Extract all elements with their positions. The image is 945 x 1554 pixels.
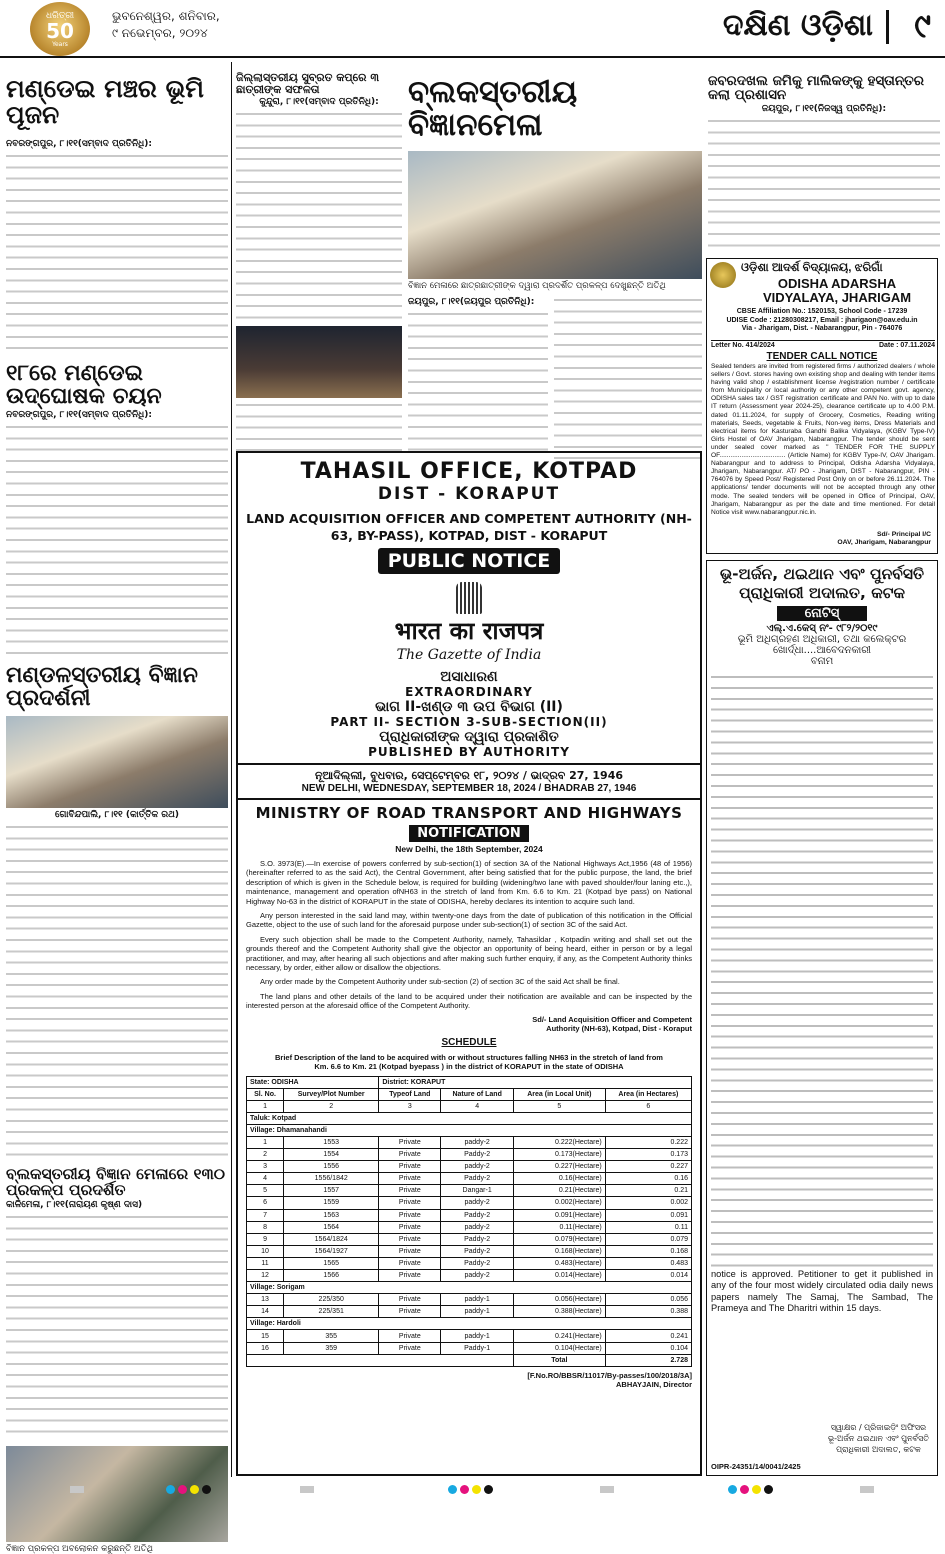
table-cell: 1557	[284, 1185, 379, 1197]
table-cell: 1565	[284, 1257, 379, 1269]
table-cell: 0.222(Hectare)	[513, 1136, 605, 1148]
table-cell: 0.104	[605, 1342, 691, 1354]
table-cell: Private	[379, 1257, 441, 1269]
table-cell: 0.241(Hectare)	[513, 1330, 605, 1342]
table-cell: 10	[247, 1245, 284, 1257]
notification-date: New Delhi, the 18th September, 2024	[395, 844, 543, 854]
table-row	[247, 1270, 692, 1282]
table-cell: 5	[247, 1185, 284, 1197]
story-body	[6, 151, 228, 356]
table-cell: 15	[247, 1330, 284, 1342]
case-number: ଏଲ୍.ଏ.କେସ୍ ନଂ- ୯୮୨/୨୦୧୯	[766, 623, 878, 634]
letter-info: Letter No. 414/2024 Date : 07.11.2024	[711, 342, 935, 349]
table-cell: 1	[247, 1100, 284, 1112]
table-cell: Private	[379, 1185, 441, 1197]
court-notice-body	[707, 672, 937, 1267]
table-cell: 4	[247, 1173, 284, 1185]
petitioner: ଭୂମି ଅଧିଗ୍ରହଣ ଅଧିକାରୀ, ତଥା କଲେକ୍ଟର ଖୋର୍ଦ୍ଧା....ଆବେଦନକାରୀ	[737, 633, 907, 656]
notice-reference: [F.No.RO/BBSR/11017/By-passes/100/2018/3A] ABHAYJAIN, Director	[527, 1370, 692, 1389]
story-dateline: ଜୟପୁର, ୮।୧୧(ଜୟପୁର ପ୍ରତିନିଧି):	[408, 297, 535, 308]
table-cell: 0.091	[605, 1209, 691, 1221]
court-title: ଭୂ-ଅର୍ଜନ, ଥଇଥାନ ଏବଂ ପୁନର୍ବସତି ପ୍ରାଧିକାରୀ ଅଦାଲତ, କଟକ	[719, 565, 925, 602]
column-header: Typeof Land	[379, 1088, 441, 1100]
table-cell: paddy-1	[441, 1306, 514, 1318]
table-row	[247, 1330, 692, 1342]
table-cell: 0.11	[605, 1221, 691, 1233]
story-photo	[6, 716, 228, 808]
story-body	[408, 309, 548, 459]
black-mark	[484, 1485, 493, 1494]
cmyk-marks	[166, 1485, 211, 1494]
story-photo	[408, 151, 702, 279]
story-body	[6, 822, 228, 1160]
registration-bar	[860, 1486, 874, 1493]
table-cell: 16	[247, 1342, 284, 1354]
table-cell	[247, 1354, 514, 1366]
part-odia: ଭାଗ II-ଖଣ୍ଡ ୩ ଉପ ବିଭାଗ (II)	[375, 699, 563, 715]
village-row	[247, 1318, 692, 1330]
cyan-mark	[728, 1485, 737, 1494]
story-photo	[236, 326, 402, 398]
ministry-title: MINISTRY OF ROAD TRANSPORT AND HIGHWAYS	[255, 804, 683, 822]
story-column	[408, 295, 548, 461]
table-cell: 0.014	[605, 1270, 691, 1282]
table-row	[247, 1209, 692, 1221]
cmyk-marks	[728, 1485, 773, 1494]
table-cell: 0.241	[605, 1330, 691, 1342]
table-cell: paddy-1	[441, 1330, 514, 1342]
taluk-row	[247, 1112, 692, 1124]
yellow-mark	[472, 1485, 481, 1494]
notice-title: TAHASIL OFFICE, KOTPAD	[300, 459, 638, 484]
table-cell: Private	[379, 1173, 441, 1185]
table-cell: 1563	[284, 1209, 379, 1221]
table-cell: Paddy-2	[441, 1149, 514, 1161]
oipr-code: OIPR-24351/14/0041/2425	[711, 1462, 801, 1471]
table-cell: 0.091(Hectare)	[513, 1209, 605, 1221]
header-divider	[886, 10, 889, 44]
table-cell: 14	[247, 1306, 284, 1318]
gazette-date-odia: ନୂଆଦିଲ୍ଲୀ, ବୁଧବାର, ସେପ୍ଟେମ୍ବର ୧୮, ୨୦୨୪ / ଭାଦ୍ରବ 27, 1946	[314, 769, 624, 782]
part-english: PART II- SECTION 3-SUB-SECTION(II)	[330, 715, 608, 729]
column-header: Area (in Local Unit)	[513, 1088, 605, 1100]
table-cell: Private	[379, 1294, 441, 1306]
table-cell: 1564	[284, 1221, 379, 1233]
notice-paragraph: Every such objection shall be made to the Competent Authority, namely, Tahasildar , Kotpadin writing and shall set out the grounds thereof and the Competent Authority shall give the objector an opportunity of being heard, either in person or by a legal practitioner, and may, after hearing all such objections and after making such further enquiry, if any, as the Competent Authority thinks necessary, by order, either allow or disallow the objections.	[246, 934, 692, 973]
story-body	[6, 422, 228, 658]
versus-label: ବନାମ	[810, 655, 834, 667]
table-cell: 9	[247, 1233, 284, 1245]
extraordinary-odia: ଅସାଧାରଣ	[440, 669, 498, 685]
table-cell: 0.168	[605, 1245, 691, 1257]
table-row	[247, 1257, 692, 1269]
gazette-date-english: NEW DELHI, WEDNESDAY, SEPTEMBER 18, 2024 / BHADRAB 27, 1946	[301, 783, 637, 794]
cyan-mark	[166, 1485, 175, 1494]
table-cell: 7	[247, 1209, 284, 1221]
story-dateline: କୁନ୍ଦୁରା, ୮।୧୧(ସମ୍ବାଦ ପ୍ରତିନିଧି):	[259, 97, 379, 108]
table-cell: 1564/1927	[284, 1245, 379, 1257]
table-cell: Paddy-2	[441, 1209, 514, 1221]
table-cell: 225/351	[284, 1306, 379, 1318]
table-cell: 4	[441, 1100, 514, 1112]
story-dateline: ଗୋବିନ୍ଦପାଲି, ୮।୧୧ (କାର୍ତ୍ତିକ ରଥ)	[55, 809, 179, 820]
school-affiliation: CBSE Affiliation No.: 1520153, School Code - 17239 UDISE Code : 21280308217, Email : jharigaon@oav.edu.in Via - Jharigam, Dist. - Nabarangpur, Pin - 764076	[726, 308, 918, 332]
table-row	[247, 1221, 692, 1233]
column-header: Sl. No.	[247, 1088, 284, 1100]
total-row	[247, 1354, 692, 1366]
table-cell: 0.227(Hectare)	[513, 1161, 605, 1173]
school-name-english: ODISHA ADARSHA VIDYALAYA, JHARIGAM	[762, 276, 912, 305]
table-cell: Private	[379, 1197, 441, 1209]
table-cell: 6	[247, 1197, 284, 1209]
table-cell: 0.104(Hectare)	[513, 1342, 605, 1354]
table-cell: 5	[513, 1100, 605, 1112]
table-row	[247, 1294, 692, 1306]
table-row	[247, 1245, 692, 1257]
table-cell: paddy-2	[441, 1136, 514, 1148]
section-title: ଦକ୍ଷିଣ ଓଡ଼ିଶା	[722, 8, 873, 43]
table-cell: 0.227	[605, 1161, 691, 1173]
notice-paragraph: Any person interested in the said land may, within twenty-one days from the date of publication of this notification in the Official Gazette, object to the use of such land for the aforesaid purpose under sub-section(1) of section 3C of the said Act.	[246, 911, 692, 930]
table-cell: Paddy-2	[441, 1257, 514, 1269]
table-cell: 0.21	[605, 1185, 691, 1197]
gazette-title-english: The Gazette of India	[396, 647, 542, 663]
schedule-description: Brief Description of the land to be acquired with or without structures falling NH63 in the stretch of land from Km. 6.6 to Km. 21 (Kotpad byepass ) in the district of KORAPUT in the state of ODISHA	[275, 1052, 663, 1072]
column-header: Area (in Hectares)	[605, 1088, 691, 1100]
cmyk-marks	[448, 1485, 493, 1494]
table-cell: Paddy-2	[441, 1173, 514, 1185]
schedule-table	[246, 1076, 692, 1367]
court-signature: ସ୍ୱାକ୍ଷର / ପ୍ରିଜାଇଡ଼ିଂ ଅଫିସର ଭୂ-ଅର୍ଜନ ଥଇଥାନ ଏବଂ ପୁନର୍ବସତି ପ୍ରାଧିକାରୀ ଅଦାଲତ, କଟକ	[827, 1423, 929, 1454]
cyan-mark	[448, 1485, 457, 1494]
story-headline: ବ୍ଲକସ୍ତରୀୟ ବିଜ୍ଞାନମେଳା	[408, 74, 578, 143]
table-cell: Private	[379, 1330, 441, 1342]
table-cell: 0.002	[605, 1197, 691, 1209]
print-registration-strip	[0, 1482, 945, 1497]
table-cell: 2	[247, 1149, 284, 1161]
table-cell: 1556/1842	[284, 1173, 379, 1185]
table-cell: paddy-2	[441, 1270, 514, 1282]
extraordinary-english: EXTRAORDINARY	[405, 685, 533, 699]
table-cell: 0.16	[605, 1173, 691, 1185]
divider	[238, 798, 700, 800]
table-cell: Village: Hardoli	[247, 1318, 692, 1330]
village-row	[247, 1124, 692, 1136]
black-mark	[202, 1485, 211, 1494]
table-cell: 0.11(Hectare)	[513, 1221, 605, 1233]
table-cell: 0.483(Hectare)	[513, 1257, 605, 1269]
story-body	[236, 109, 402, 324]
table-cell: paddy-2	[441, 1221, 514, 1233]
left-column	[6, 62, 228, 1554]
story-dateline: କାଳିମେଳା, ୮।୧୧(ନାରାୟଣ କୃଷ୍ଣ ଦାସ)	[6, 1200, 143, 1211]
table-cell: 1554	[284, 1149, 379, 1161]
column-header: Survey/Plot Number	[284, 1088, 379, 1100]
table-cell: 2	[284, 1100, 379, 1112]
photo-caption: ବିଜ୍ଞାନ ମେଳାରେ ଛାତ୍ରଛାତ୍ରୀଙ୍କ ଦ୍ୱାରା ପ୍ରଦର୍ଶିତ ପ୍ରକଳ୍ପ ଦେଖୁଛନ୍ତି ଅତିଥି	[408, 281, 666, 292]
table-cell: 0.056	[605, 1294, 691, 1306]
school-logo-icon	[710, 262, 736, 288]
table-header-row	[247, 1088, 692, 1100]
table-cell: 13	[247, 1294, 284, 1306]
table-cell: Private	[379, 1161, 441, 1173]
column-header: Nature of Land	[441, 1088, 514, 1100]
table-cell: 0.056(Hectare)	[513, 1294, 605, 1306]
table-cell: 1	[247, 1136, 284, 1148]
registration-bar	[70, 1486, 84, 1493]
story-body	[708, 116, 940, 252]
table-cell: Dangar-1	[441, 1185, 514, 1197]
tahasil-public-notice	[236, 451, 702, 1476]
notice-paragraph: The land plans and other details of the land to be acquired under their notification are available and can be inspected by the interested person at the aforesaid office of the Competent Authority.	[246, 991, 692, 1011]
table-cell: 0.16(Hectare)	[513, 1173, 605, 1185]
table-row	[247, 1076, 692, 1088]
table-cell: 0.002(Hectare)	[513, 1197, 605, 1209]
table-cell: Private	[379, 1149, 441, 1161]
table-cell: 0.173	[605, 1149, 691, 1161]
table-cell: 3	[379, 1100, 441, 1112]
table-cell: Private	[379, 1306, 441, 1318]
table-cell: Private	[379, 1209, 441, 1221]
table-cell: Village: Sorigam	[247, 1282, 692, 1294]
registration-bar	[600, 1486, 614, 1493]
table-cell: Private	[379, 1342, 441, 1354]
table-cell: 0.483	[605, 1257, 691, 1269]
table-cell: 0.388(Hectare)	[513, 1306, 605, 1318]
table-cell: 3	[247, 1161, 284, 1173]
edition-date: ଭୁବନେଶ୍ୱର, ଶନିବାର, ୯ ନଭେମ୍ବର, ୨୦୨୪	[112, 9, 220, 40]
center-right-story	[408, 62, 702, 447]
masthead	[0, 0, 945, 58]
table-cell: 0.222	[605, 1136, 691, 1148]
tender-heading: TENDER CALL NOTICE	[766, 351, 878, 362]
column-rule	[231, 62, 232, 1477]
magenta-mark	[740, 1485, 749, 1494]
yellow-mark	[190, 1485, 199, 1494]
table-cell: Total	[513, 1354, 605, 1366]
table-cell: 225/350	[284, 1294, 379, 1306]
table-cell: Private	[379, 1233, 441, 1245]
table-cell: 1559	[284, 1197, 379, 1209]
table-cell: 0.079	[605, 1233, 691, 1245]
notice-badge: ନୋଟିସ୍	[777, 606, 867, 621]
tender-body: Sealed tenders are invited from registered firms / authorized dealers / whole sellers / Govt. stores having own existing shop and dealing with tender items having valid shop / establishment license /registration number / certificate from Municipality or local authority or any other competent govt. agency, ODISHA sales tax / GST registration certificate and PAN No. with up to date IT return (Assessment year 2024-25), clearance certificate up to 4.00 P.M. dated 01.11.2024, for supply of Grocery, Cosmetics, Reading writing materials, Seeds, vegetable & Fruits, Non-veg items, Dress Materials and electrical items for Kasturaba Gandhi Balika Vidyalaya, (KGBV Type-IV) Girls Hostel of OAV Jharigam, Nabarangpur. The tender should be sent under sealed cover marked as " TENDER FOR THE SUPPLY OF.................................... (Article Name) for KGBV Type-IV, OAV Jharigam. Nabarangpur and to address to Principal, Odisha Adarsha Vidyalaya, Jharigam, Nabarangpur. AT/ PO - Jharigam, DIST - Nabarangpur, PIN - 764076 by Speed Post/ Registered Post Only on or before 26.11.2024. The applications/ tender documents will not be accepted through any other mode. The sealed tenders will be opened in Office of Principal, OAV, Jharigam, Nabarangpur as per the date and time mentioned. For detail Notice visit www.nabarangpur.nic.in.	[711, 363, 935, 516]
table-row	[247, 1306, 692, 1318]
table-row	[247, 1233, 692, 1245]
notice-district: DIST - KORAPUT	[377, 484, 561, 504]
dharitri-50-years-logo: ଧରିତ୍ରୀ 50 Years	[30, 2, 90, 56]
black-mark	[764, 1485, 773, 1494]
national-emblem-icon	[456, 582, 482, 614]
right-top-story	[708, 62, 940, 252]
story-dateline: ନବରଙ୍ଗପୁର, ୮।୧୧(ସମ୍ବାଦ ପ୍ରତିନିଧି):	[6, 138, 152, 149]
tender-signature: Sd/- Principal I/C OAV, Jharigam, Nabarangpur	[837, 531, 931, 547]
registration-bar	[300, 1486, 314, 1493]
table-cell: 1564/1824	[284, 1233, 379, 1245]
table-cell: paddy-2	[441, 1161, 514, 1173]
story-headline: ୧୮ରେ ମଣ୍ଡେଇ ଉଦ୍‌ଘୋଷକ ଚୟନ	[6, 360, 162, 409]
table-row	[247, 1136, 692, 1148]
story-body	[6, 1212, 228, 1442]
story-headline: ମଣ୍ଡଳସ୍ତରୀୟ ବିଜ୍ଞାନ ପ୍ରଦର୍ଶନୀ	[6, 662, 198, 711]
divider	[238, 763, 700, 765]
table-cell: 359	[284, 1342, 379, 1354]
table-row	[247, 1342, 692, 1354]
table-cell: Taluk: Kotpad	[247, 1112, 692, 1124]
table-row	[247, 1161, 692, 1173]
notice-paragraph: Any order made by the Competent Authority under sub-section (2) of section 3C of the said Act shall be final.	[260, 977, 620, 987]
table-cell: Private	[379, 1136, 441, 1148]
table-row	[247, 1185, 692, 1197]
table-cell: paddy-1	[441, 1294, 514, 1306]
table-cell: 0.388	[605, 1306, 691, 1318]
schedule-heading: SCHEDULE	[441, 1036, 497, 1048]
table-cell: 1556	[284, 1161, 379, 1173]
table-cell: 0.079(Hectare)	[513, 1233, 605, 1245]
court-notice	[706, 560, 938, 1476]
table-cell: 355	[284, 1330, 379, 1342]
court-notice-english: notice is approved. Petitioner to get it published in any of the four most widely circulated odia daily news papers namely The Samaj, The Sambad, The Prameya and The Dharitri within 15 days.	[711, 1268, 933, 1314]
notification-badge: NOTIFICATION	[409, 825, 529, 842]
village-row	[247, 1282, 692, 1294]
table-cell: 2.728	[605, 1354, 691, 1366]
table-cell: 6	[605, 1100, 691, 1112]
table-row	[247, 1173, 692, 1185]
table-cell: Private	[379, 1270, 441, 1282]
story-headline: ବ୍ଲକସ୍ତରୀୟ ବିଜ୍ଞାନ ମେଳାରେ ୧୩୦ ପ୍ରକଳ୍ପ ପ୍ରଦର୍ଶିତ	[6, 1164, 226, 1200]
story-columns	[408, 295, 702, 461]
published-english: PUBLISHED BY AUTHORITY	[368, 745, 570, 759]
notice-authority: LAND ACQUISITION OFFICER AND COMPETENT AUTHORITY (NH-63, BY-PASS), KOTPAD, DIST - KORAPUT	[246, 511, 692, 543]
table-cell: Private	[379, 1221, 441, 1233]
table-cell: 0.168(Hectare)	[513, 1245, 605, 1257]
table-cell: Paddy-2	[441, 1245, 514, 1257]
table-cell: District: KORAPUT	[379, 1076, 692, 1088]
table-cell: Paddy-1	[441, 1342, 514, 1354]
magenta-mark	[460, 1485, 469, 1494]
table-cell: Paddy-2	[441, 1233, 514, 1245]
table-cell: 12	[247, 1270, 284, 1282]
table-cell: Private	[379, 1245, 441, 1257]
table-cell: paddy-2	[441, 1197, 514, 1209]
table-row	[247, 1197, 692, 1209]
yellow-mark	[752, 1485, 761, 1494]
tender-call-notice	[706, 258, 938, 554]
table-cell: 1553	[284, 1136, 379, 1148]
table-cell: 0.173(Hectare)	[513, 1149, 605, 1161]
table-row	[247, 1149, 692, 1161]
notice-paragraph: S.O. 3973(E).—In exercise of powers conferred by sub-section(1) of section 3A of the National Highways Act,1956 (48 of 1956) (hereinafter referred to as the said Act), the Central Government, after being satisfied that for the public purpose, the land, the brief description of which is given in the Schedule below, is required for building (widening/two lane with paved shoulder/four laning etc.,), maintenance, management and operation ofNH63 in the stretch of land from Km. 6.6 to Km. 21 (Kotpad bye pass) on National Highway No-63 in the district of KORAPUT in the state of ODISHA, hereby declares its intention to acquire such land.	[246, 859, 692, 906]
table-row	[247, 1100, 692, 1112]
public-notice-badge: PUBLIC NOTICE	[378, 548, 561, 574]
gazette-title-hindi: भारत का राजपत्र	[394, 616, 544, 645]
magenta-mark	[178, 1485, 187, 1494]
table-cell: 11	[247, 1257, 284, 1269]
notice-signature: Sd/- Land Acquisition Officer and Competent Authority (NH-63), Kotpad, Dist - Koraput	[532, 1014, 692, 1033]
story-headline: ଜିଲ୍ଲାସ୍ତରୀୟ ସୁବ୍ରତ କପ୍‌ରେ ୩ ଛାତ୍ରୀଙ୍କ ସଫଳତା	[236, 71, 379, 96]
story-dateline: ଜୟପୁର, ୮।୧୧(ନିଜସ୍ୱ ପ୍ରତିନିଧି):	[761, 104, 887, 115]
page-number: ୯	[914, 6, 931, 46]
center-left-story	[236, 62, 402, 447]
photo-caption: ବିଜ୍ଞାନ ପ୍ରକଳ୍ପ ଅବଲୋକନ କରୁଛନ୍ତି ଅତିଥି	[6, 1544, 154, 1554]
published-odia: ପ୍ରାଧିକାରୀଙ୍କ ଦ୍ୱାରା ପ୍ରକାଶିତ	[379, 729, 559, 745]
school-name-odia: ଓଡ଼ିଶା ଆଦର୍ଶ ବିଦ୍ୟାଳୟ, ଝରିଗାଁ	[741, 262, 883, 274]
story-headline: ଜବରଦଖଲ ଜମିକୁ ମାଲିକଙ୍କୁ ହସ୍ତାନ୍ତର କଲା ପ୍ରଶାସନ	[708, 73, 925, 104]
story-dateline: ନବରଙ୍ଗପୁର, ୮।୧୧(ସମ୍ବାଦ ପ୍ରତିନିଧି):	[6, 409, 152, 420]
story-headline: ମଣ୍ଡେଇ ମଞ୍ଚର ଭୂମି ପୂଜନ	[6, 74, 204, 130]
table-cell: Village: Dhamanahandi	[247, 1124, 692, 1136]
table-cell: 8	[247, 1221, 284, 1233]
table-cell: 0.21(Hectare)	[513, 1185, 605, 1197]
table-cell: State: ODISHA	[247, 1076, 379, 1088]
story-body	[554, 295, 702, 461]
table-cell: 0.014(Hectare)	[513, 1270, 605, 1282]
table-cell: 1566	[284, 1270, 379, 1282]
